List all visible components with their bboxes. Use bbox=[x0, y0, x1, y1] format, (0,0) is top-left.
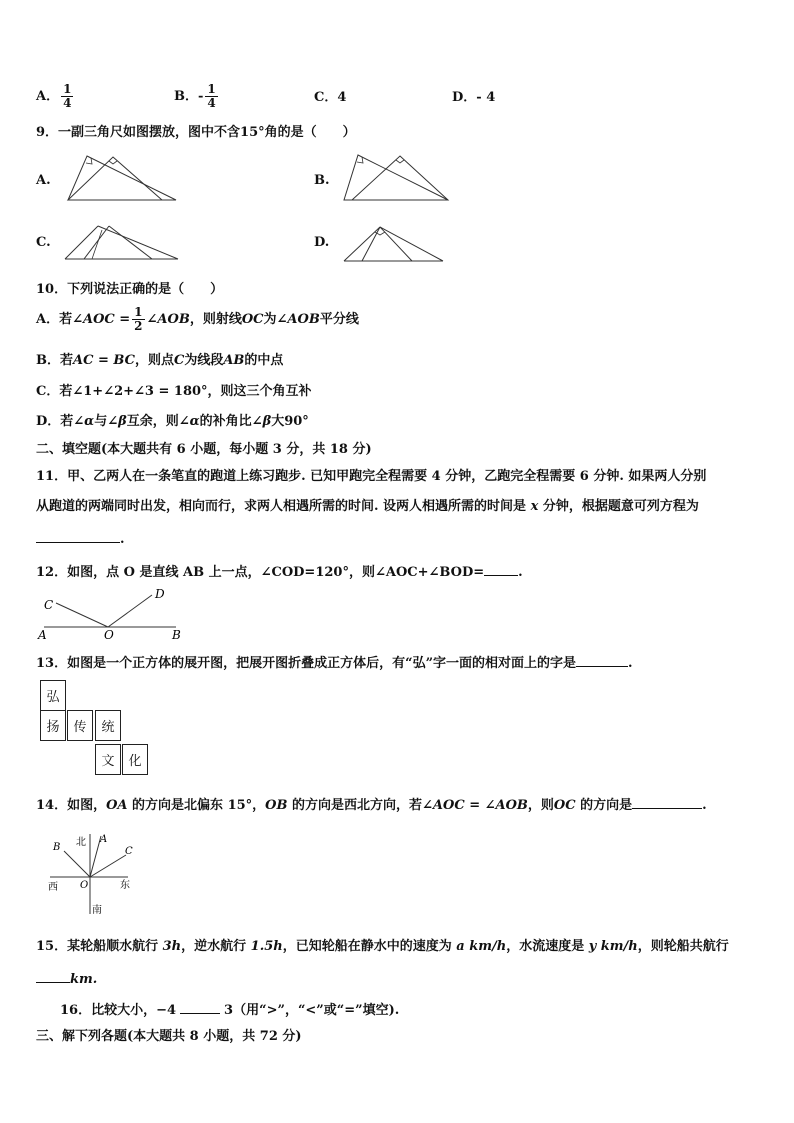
q10-stem: 10．下列说法正确的是（ ） bbox=[36, 282, 224, 297]
q12-text: 12．如图，点 O 是直线 AB 上一点，∠COD=120°，则∠AOC+∠BOD= . bbox=[36, 565, 523, 580]
net-cell: 统 bbox=[95, 710, 121, 741]
q12-label-o: O bbox=[104, 628, 114, 641]
q14-label-east: 东 bbox=[120, 880, 130, 891]
net-cell: 文 bbox=[95, 744, 121, 775]
q8-option-a: A． $\frac{1}{4}$ bbox=[36, 82, 72, 110]
q10-option-d: D．若∠α与∠β互余，则∠α的补角比∠β大90° bbox=[36, 414, 309, 429]
net-cell: 传 bbox=[67, 710, 93, 741]
section-2-heading: 二、填空题(本大题共有 6 小题，每小题 3 分，共 18 分) bbox=[36, 442, 372, 457]
q14-label-south: 南 bbox=[92, 905, 102, 916]
q11-line1: 11．甲、乙两人在一条笔直的跑道上练习跑步. 已知甲跑完全程需要 4 分钟，乙跑完全程需要 6 分钟. 如果两人分别 bbox=[36, 469, 707, 484]
q14-label-a: A bbox=[100, 834, 108, 845]
q14-text: 14．如图，OA 的方向是北偏东 15°，OB 的方向是西北方向，若∠AOC = ∠AOB，则OC 的方向是 . bbox=[36, 798, 707, 813]
q14-label-b: B bbox=[53, 842, 61, 853]
net-cell: 弘 bbox=[40, 680, 66, 711]
q10-option-a: A．若∠AOC = $\frac{1}{2}$ ∠AOB，则射线OC为∠AOB平分线 bbox=[36, 305, 359, 333]
q12-label-a: A bbox=[38, 628, 47, 641]
q11-answer-blank[interactable] bbox=[36, 530, 120, 543]
q12-label-b: B bbox=[172, 628, 181, 641]
q9-figure-c bbox=[62, 220, 182, 265]
q8-option-c: C．4 bbox=[314, 90, 347, 105]
q12-label-d: D bbox=[155, 587, 165, 601]
q13-answer-blank[interactable] bbox=[576, 654, 628, 667]
net-cell: 化 bbox=[122, 744, 148, 775]
q8-option-b: B．- $\frac{1}{4}$ bbox=[174, 82, 216, 110]
q9-stem: 9．一副三角尺如图摆放，图中不含15°角的是（ ） bbox=[36, 125, 356, 140]
q15-answer-blank[interactable] bbox=[36, 970, 70, 983]
q9-figure-b bbox=[340, 152, 455, 204]
q12-label-c: C bbox=[44, 598, 54, 612]
q12-answer-blank[interactable] bbox=[484, 563, 518, 576]
q13-text: 13．如图是一个正方体的展开图，把展开图折叠成正方体后，有“弘”字一面的相对面上的字是 . bbox=[36, 656, 633, 671]
q9-option-a: A. bbox=[36, 173, 51, 188]
q10-option-c: C．若∠1+∠2+∠3 = 180°，则这三个角互补 bbox=[36, 384, 312, 399]
q14-label-west: 西 bbox=[48, 882, 58, 893]
q14-label-o: O bbox=[80, 880, 89, 891]
q11-answer-line: . bbox=[36, 530, 125, 549]
q9-option-c: C. bbox=[36, 235, 51, 250]
section-3-heading: 三、解下列各题(本大题共 8 小题，共 72 分) bbox=[36, 1029, 302, 1044]
net-cell: 扬 bbox=[40, 710, 66, 741]
q9-figure-a bbox=[64, 150, 179, 205]
q16-text: 16．比较大小，−4 3（用“>”，“<”或“=”填空). bbox=[60, 1003, 400, 1018]
q11-line2: 从跑道的两端同时出发，相向而行，求两人相遇所需的时间. 设两人相遇所需的时间是 x 分钟，根据题意可列方程为 bbox=[36, 499, 699, 514]
q14-answer-blank[interactable] bbox=[632, 796, 702, 809]
q15-line2: km. bbox=[36, 970, 97, 989]
q9-option-d: D. bbox=[314, 235, 330, 250]
q12-figure bbox=[36, 585, 186, 641]
q9-option-b: B. bbox=[314, 173, 330, 188]
q15-line1: 15．某轮船顺水航行 3h，逆水航行 1.5h，已知轮船在静水中的速度为 a km/h，水流速度是 y km/h，则轮船共航行 bbox=[36, 939, 729, 954]
q14-figure bbox=[40, 828, 140, 920]
q10-option-b: B．若AC = BC，则点C为线段AB的中点 bbox=[36, 353, 284, 368]
q14-label-c: C bbox=[125, 846, 133, 857]
q14-label-north: 北 bbox=[76, 837, 86, 848]
q8-option-d: D．- 4 bbox=[452, 90, 496, 105]
q16-answer-blank[interactable] bbox=[180, 1001, 220, 1014]
q9-figure-d bbox=[342, 220, 447, 266]
